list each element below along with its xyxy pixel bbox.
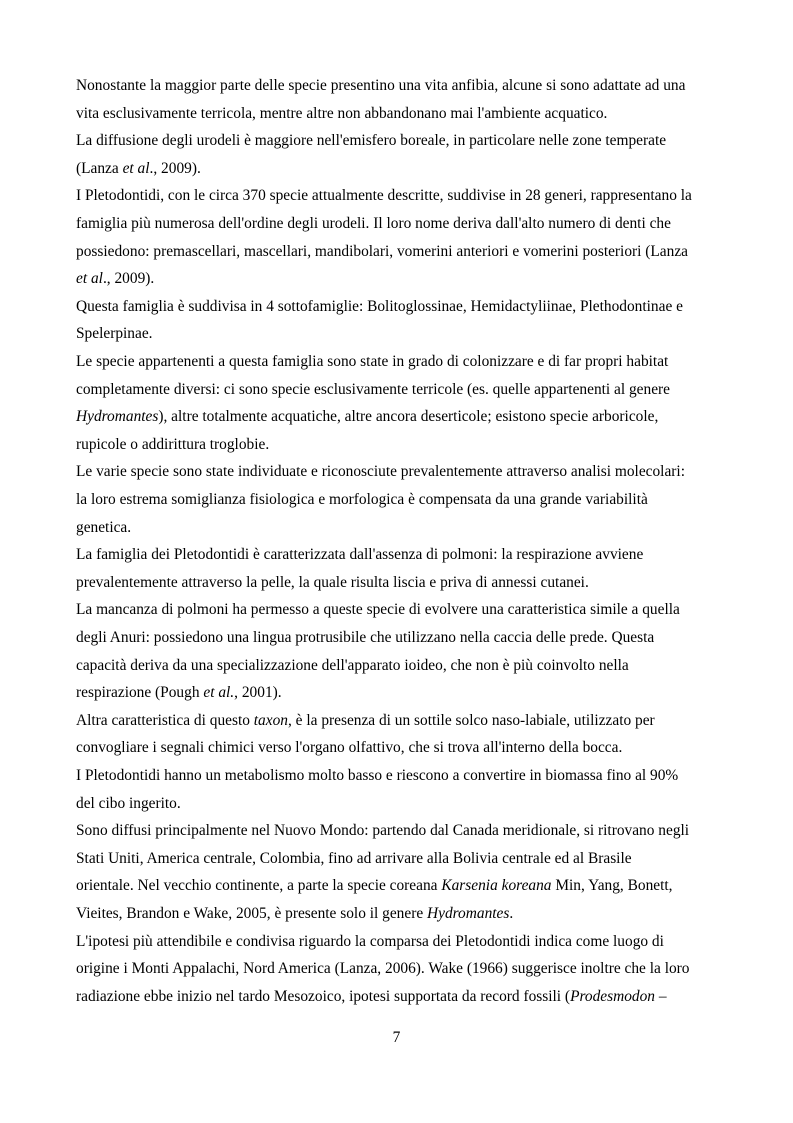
text-line bbox=[76, 132, 666, 150]
text-line bbox=[76, 243, 688, 261]
italic-text: et al. bbox=[203, 684, 235, 702]
text-run: orientale. Nel vecchio continente, a parte la specie coreana bbox=[76, 877, 442, 895]
text-line bbox=[76, 850, 632, 868]
text-run: (Lanza bbox=[76, 159, 123, 177]
text-line bbox=[76, 325, 153, 343]
text-line bbox=[76, 905, 513, 923]
page-number: 7 bbox=[392, 1029, 401, 1046]
text-run: capacità deriva da una specializzazione dell'apparato ioideo, che non è più coinvolto nella bbox=[76, 656, 629, 674]
italic-text: Prodesmodon bbox=[570, 987, 655, 1005]
text-line bbox=[76, 574, 589, 592]
text-run: del cibo ingerito. bbox=[76, 794, 181, 812]
text-line bbox=[76, 877, 673, 895]
text-run: L'ipotesi più attendibile e condivisa riguardo la comparsa dei Pletodontidi indica come luogo di bbox=[76, 932, 664, 950]
text-run: prevalentemente attraverso la pelle, la quale risulta liscia e priva di annessi cutanei. bbox=[76, 573, 589, 591]
text-line bbox=[76, 77, 685, 95]
text-run: degli Anuri: possiedono una lingua protrusibile che utilizzano nella caccia delle prede. Questa bbox=[76, 629, 655, 646]
text-run: Spelerpinae. bbox=[76, 325, 153, 343]
text-run: Altra caratteristica di questo bbox=[76, 711, 254, 729]
text-line bbox=[76, 712, 655, 730]
text-run: respirazione (Pough bbox=[76, 684, 204, 702]
text-run: La diffusione degli urodeli è maggiore nell'emisfero boreale, in particolare nelle zone temperate bbox=[76, 132, 667, 150]
text-line bbox=[76, 739, 622, 757]
italic-text: et al bbox=[122, 159, 150, 177]
text-line bbox=[76, 408, 658, 426]
text-run: – bbox=[655, 987, 667, 1005]
text-line bbox=[76, 215, 671, 233]
text-line bbox=[76, 546, 643, 564]
text-line bbox=[76, 657, 629, 675]
text-line bbox=[76, 436, 269, 454]
text-line bbox=[76, 298, 683, 316]
text-run: convogliare i segnali chimici verso l'organo olfattivo, che si trova all'interno della bocca. bbox=[76, 739, 623, 757]
text-run: La famiglia dei Pletodontidi è caratterizzata dall'assenza di polmoni: la respirazione avviene bbox=[76, 546, 644, 564]
text-line bbox=[76, 160, 201, 178]
text-line bbox=[76, 187, 692, 205]
text-run: origine i Monti Appalachi, Nord America (Lanza, 2006). Wake (1966) suggerisce inoltre che la loro bbox=[76, 960, 690, 978]
text-line bbox=[76, 767, 678, 785]
text-run: completamente diversi: ci sono specie esclusivamente terricole (es. quelle appartenenti al genere bbox=[76, 380, 670, 398]
text-line bbox=[76, 684, 282, 702]
italic-text: Hydromantes bbox=[427, 905, 510, 922]
text-run: . bbox=[509, 905, 514, 922]
text-line bbox=[76, 353, 668, 371]
text-run: ., 2009). bbox=[149, 159, 201, 177]
text-line bbox=[76, 381, 670, 399]
text-run: Le varie specie sono state individuate e riconosciute prevalentemente attraverso analisi molecolari: bbox=[76, 463, 685, 481]
italic-text: Hydromantes bbox=[76, 408, 159, 426]
text-run: vita esclusivamente terricola, mentre altre non abbandonano mai l'ambiente acquatico. bbox=[76, 104, 608, 122]
text-run: , è la presenza di un sottile solco naso-labiale, utilizzato per bbox=[287, 711, 655, 729]
text-run: famiglia più numerosa dell'ordine degli urodeli. Il loro nome deriva dall'alto numero di denti che bbox=[76, 215, 671, 232]
text-run: La mancanza di polmoni ha permesso a queste specie di evolvere una caratteristica simile a quella bbox=[76, 601, 680, 619]
text-line bbox=[76, 795, 181, 813]
text-run: I Pletodontidi hanno un metabolismo molto basso e riescono a convertire in biomassa fino al 90% bbox=[76, 767, 679, 784]
text-line bbox=[76, 933, 664, 951]
text-line bbox=[76, 629, 654, 647]
text-run: radiazione ebbe inizio nel tardo Mesozoico, ipotesi supportata da record fossili ( bbox=[76, 987, 571, 1005]
text-line bbox=[76, 491, 648, 509]
text-run: I Pletodontidi, con le circa 370 specie attualmente descritte, suddivise in 28 generi, rappresentano la bbox=[76, 187, 692, 205]
text-line bbox=[76, 601, 680, 619]
text-line bbox=[76, 105, 607, 123]
text-line bbox=[76, 463, 685, 481]
text-line bbox=[76, 822, 689, 840]
text-run: Nonostante la maggior parte delle specie presentino una vita anfibia, alcune si sono adattate ad una bbox=[76, 77, 686, 94]
text-run: Min, Yang, Bonett, bbox=[551, 877, 673, 895]
text-run: Stati Uniti, America centrale, Colombia, fino ad arrivare alla Bolivia centrale ed al Brasile bbox=[76, 849, 632, 867]
text-run: ), altre totalmente acquatiche, altre ancora deserticole; esistono specie arboricole, bbox=[158, 408, 659, 426]
text-run: , 2001). bbox=[234, 684, 282, 702]
text-run: Le specie appartenenti a questa famiglia sono state in grado di colonizzare e di far propri habitat bbox=[76, 353, 669, 370]
text-run: Vieites, Brandon e Wake, 2005, è presente solo il genere bbox=[76, 905, 427, 922]
text-run: rupicole o addirittura troglobie. bbox=[76, 435, 270, 453]
text-run: la loro estrema somiglianza fisiologica e morfologica è compensata da una grande variabilità bbox=[76, 491, 648, 508]
text-run: possiedono: premascellari, mascellari, mandibolari, vomerini anteriori e vomerini posteriori (Lanza bbox=[76, 242, 688, 260]
text-run: ., 2009). bbox=[102, 270, 155, 288]
text-run: Questa famiglia è suddivisa in 4 sottofamiglie: Bolitoglossinae, Hemidactyliinae, Plethodontinae e bbox=[76, 297, 683, 315]
italic-text: Karsenia koreana bbox=[441, 877, 552, 895]
text-line bbox=[76, 519, 131, 537]
text-line bbox=[76, 988, 667, 1006]
text-run: genetica. bbox=[76, 518, 132, 536]
italic-text: taxon bbox=[253, 711, 288, 729]
text-run: Sono diffusi principalmente nel Nuovo Mondo: partendo dal Canada meridionale, si ritrovano negli bbox=[76, 822, 690, 840]
italic-text: et al bbox=[76, 270, 103, 288]
text-line bbox=[76, 960, 689, 978]
text-line bbox=[76, 270, 154, 288]
